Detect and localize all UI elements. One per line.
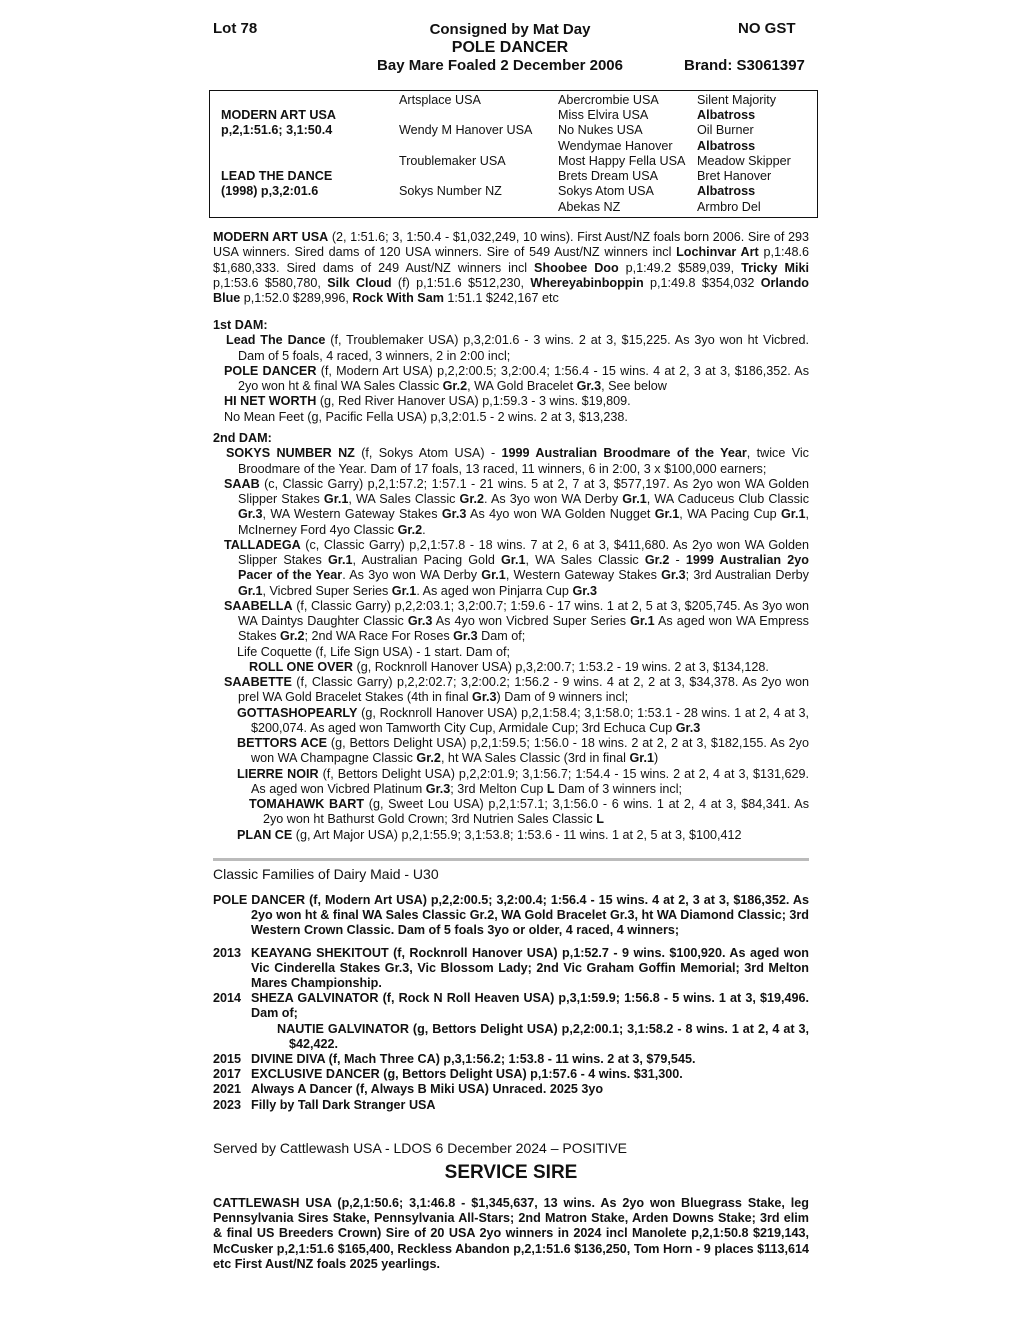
progeny-gottashopearly: GOTTASHOPEARLY (g, Rocknroll Hanover USA) p,2,1:58.4; 3,1:58.0; 1:53.1 - 28 wins. 1 at 2, 4 at 3, $200,074. As aged won Tamworth City Cup, Armidale Cup; 3rd Echuca Cup Gr.3 bbox=[237, 705, 809, 735]
pedigree-table bbox=[209, 90, 818, 218]
ped-g3: Silent Majority bbox=[697, 93, 777, 107]
first-dam-section bbox=[213, 318, 809, 425]
second-dam-entry: SOKYS NUMBER NZ (f, Sokys Atom USA) - 1999 Australian Broodmare of the Year, twice Vic Broodmare of the Year. Dam of 17 foals, 13 raced, 11 winners, 6 in 2:00, 3 x $100,000 earners; bbox=[226, 446, 809, 476]
progeny-saabella: SAABELLA (f, Classic Garry) p,2,2:03.1; 3,2:00.7; 1:59.6 - 17 wins. 1 at 2, 5 at 3, $205,745. As 3yo won WA Daintys Daughter Classic Gr.3 As 4yo won Vicbred Super Series Gr.1 As aged won WA Empress Stakes Gr.2; 2nd WA Race For Roses Gr.3 Dam of; bbox=[224, 598, 809, 644]
ped-g2: Miss Elvira USA bbox=[558, 108, 649, 122]
progeny-plan-ce: PLAN CE (g, Art Major USA) p,2,1:55.9; 3,1:53.8; 1:53.6 - 11 wins. 1 at 2, 5 at 3, $100,412 bbox=[237, 827, 742, 842]
progeny-no-mean-feet: No Mean Feet (g, Pacific Fella USA) p,3,2:01.5 - 2 wins. 2 at 3, $13,238. bbox=[224, 409, 628, 424]
pole-dancer-summary: POLE DANCER (f, Modern Art USA) p,2,2:00.5; 3,2:00.4; 1:56.4 - 15 wins. 4 at 2, 3 at 3, $186,352. As 2yo won ht & final WA Sales Classic Gr.2, WA Gold Bracelet Gr.3, ht WA Diamond Classic; 3rd Western Crown Classic. Dam of 5 foals 3yo or older, 4 raced, 4 winners; bbox=[213, 893, 809, 938]
ped-g1: Artsplace USA bbox=[399, 93, 481, 107]
progeny-tomahawk-bart: TOMAHAWK BART (g, Sweet Lou USA) p,2,1:57.1; 3,1:56.0 - 6 wins. 1 at 2, 4 at 3, $84,341. As 2yo won ht Bathurst Gold Crown; 3rd Nutrien Sales Classic L bbox=[249, 797, 809, 827]
ped-g3: Albatross bbox=[697, 184, 756, 198]
first-dam-heading: 1st DAM: bbox=[213, 318, 268, 332]
ped-g2: Wendymae Hanover bbox=[558, 139, 673, 153]
sire-name: MODERN ART USA bbox=[221, 108, 336, 122]
ped-g3: Oil Burner bbox=[697, 123, 754, 137]
ped-g3: Armbro Del bbox=[697, 200, 761, 214]
gst-status: NO GST bbox=[738, 20, 796, 37]
lot-number: Lot 78 bbox=[213, 20, 258, 37]
ped-g2: Abekas NZ bbox=[558, 200, 621, 214]
foal-entry: NAUTIE GALVINATOR (g, Bettors Delight USA) p,2,2:00.1; 3,1:58.2 - 8 wins. 1 at 2, 4 at 3, $42,422. bbox=[277, 1021, 809, 1051]
foal-entry: 2021 Always A Dancer (f, Always B Miki USA) Unraced. 2025 3yo bbox=[213, 1082, 604, 1097]
first-dam-entry: Lead The Dance (f, Troublemaker USA) p,3,2:01.6 - 3 wins. 2 at 3, $15,225. As 3yo won ht Vicbred. Dam of 5 foals, 4 raced, 3 winners, 2 in 2:00 incl; bbox=[226, 333, 809, 363]
foal-entry: 2013 KEAYANG SHEKITOUT (f, Rocknroll Hanover USA) p,1:52.7 - 9 wins. $100,920. As aged won Vic Cinderella Stakes Gr.3, Vic Blossom Lady; 2nd Vic Graham Goffin Memorial; 3rd Melton Mares Championship. bbox=[213, 945, 809, 991]
ped-g2: Abercrombie USA bbox=[558, 93, 659, 107]
ped-g3: Albatross bbox=[697, 108, 756, 122]
progeny-hi-net-worth: HI NET WORTH (g, Red River Hanover USA) p,1:59.3 - 3 wins. $19,809. bbox=[224, 394, 631, 409]
horse-name: POLE DANCER bbox=[451, 39, 569, 56]
progeny-pole-dancer: POLE DANCER (f, Modern Art USA) p,2,2:00.5; 3,2:00.4; 1:56.4 - 15 wins. 4 at 2, 3 at 3, $186,352. As 2yo won ht & final WA Sales Classic Gr.2, WA Gold Bracelet Gr.3, See below bbox=[224, 363, 809, 393]
ped-g3: Meadow Skipper bbox=[697, 154, 791, 168]
ped-g1: Sokys Number NZ bbox=[399, 184, 502, 198]
horse-description: Bay Mare Foaled 2 December 2006 bbox=[377, 57, 623, 74]
progeny-saabette: SAABETTE (f, Classic Garry) p,2,2:02.7; 3,2:00.2; 1:56.2 - 9 wins. 4 at 2, 2 at 3, $34,378. As 2yo won prel WA Gold Bracelet Stakes (4th in final Gr.3) Dam of 9 winners incl; bbox=[224, 675, 809, 705]
foal-entry: 2023 Filly by Tall Dark Stranger USA bbox=[213, 1097, 436, 1112]
classic-families-title: Classic Families of Dairy Maid - U30 bbox=[213, 858, 809, 882]
sire-paragraph: MODERN ART USA (2, 1:51.6; 3, 1:50.4 - $1,032,249, 10 wins). First Aust/NZ foals born 2006. Sire of 293 USA winners. Sired dams of 120 USA winners. Sire of 549 Aust/NZ winners incl Lochinvar Art p,1:48.6 $1,680,333. Sired dams of 249 Aust/NZ winners incl Shoobee Doo p,1:49.2 $589,039, Tricky Miki p,1:53.6 $580,780, Silk Cloud (f) p,1:51.6 $512,230, Whereyabinboppin p,1:49.8 $354,032 Orlando Blue p,1:52.0 $289,996, Rock With Sam 1:51.1 $242,167 etc bbox=[213, 230, 809, 305]
brand: Brand: S3061397 bbox=[684, 57, 805, 74]
dam-record: (1998) p,3,2:01.6 bbox=[221, 184, 319, 198]
service-sire-text: CATTLEWASH USA (p,2,1:50.6; 3,1:46.8 - $1,345,637, 13 wins. As 2yo won Bluegrass Stake, leg Pennsylvania Sires Stake, Pennsylvania All-Stars; 2nd Matron Stake, Arden Downs Stake; 3rd elim & final US Breeders Crown) Sire of 20 USA 2yo winners in 2024 incl Manolete p,2,1:50.8 $219,143, McCusker p,2,1:51.6 $165,400, Reckless Abandon p,2,1:51.6 $136,250, Tom Horn - 9 places $113,614 etc First Aust/NZ foals 2025 yearlings. bbox=[213, 1196, 809, 1271]
served-by: Served by Cattlewash USA - LDOS 6 December 2024 – POSITIVE bbox=[213, 1140, 627, 1156]
ped-g2: Sokys Atom USA bbox=[558, 184, 654, 198]
ped-g1: Troublemaker USA bbox=[399, 154, 506, 168]
ped-g1: Wendy M Hanover USA bbox=[399, 123, 533, 137]
dam-name: LEAD THE DANCE bbox=[221, 169, 333, 183]
consignor: Consigned by Mat Day bbox=[429, 21, 591, 38]
foal-entry: 2015 DIVINE DIVA (f, Mach Three CA) p,3,1:56.2; 1:53.8 - 11 wins. 2 at 3, $79,545. bbox=[213, 1052, 696, 1067]
progeny-talladega: TALLADEGA (c, Classic Garry) p,2,1:57.8 - 18 wins. 7 at 2, 6 at 3, $411,680. As 2yo won WA Golden Slipper Stakes Gr.1, Australian Pacing Gold Gr.1, WA Sales Classic Gr.2 - 1999 Australian 2yo Pacer of the Year. As 3yo won WA Derby Gr.1, Western Gateway Stakes Gr.3; 3rd Australian Derby Gr.1, Vicbred Super Series Gr.1. As aged won Pinjarra Cup Gr.3 bbox=[224, 537, 809, 598]
second-dam-heading: 2nd DAM: bbox=[213, 431, 272, 445]
progeny-bettors-ace: BETTORS ACE (g, Bettors Delight USA) p,2,1:59.5; 1:56.0 - 18 wins. 2 at 2, 2 at 3, $182,155. As 2yo won WA Champagne Classic Gr.2, ht WA Sales Classic (3rd in final Gr.1) bbox=[237, 736, 809, 766]
ped-g2: Brets Dream USA bbox=[558, 169, 659, 183]
service-sire-title: SERVICE SIRE bbox=[444, 1162, 578, 1183]
ped-g3: Bret Hanover bbox=[697, 169, 772, 183]
sire-record: p,2,1:51.6; 3,1:50.4 bbox=[221, 123, 333, 137]
ped-g2: No Nukes USA bbox=[558, 123, 643, 137]
ped-g3: Albatross bbox=[697, 139, 756, 153]
progeny-life-coquette: Life Coquette (f, Life Sign USA) - 1 start. Dam of; bbox=[237, 644, 510, 659]
foal-entry: 2017 EXCLUSIVE DANCER (g, Bettors Delight USA) p,1:57.6 - 4 wins. $31,300. bbox=[213, 1067, 683, 1082]
classic-families-list bbox=[213, 893, 809, 1113]
progeny-saab: SAAB (c, Classic Garry) p,2,1:57.2; 1:57.1 - 21 wins. 5 at 2, 7 at 3, $577,197. As 2yo won WA Golden Slipper Stakes Gr.1, WA Sales Classic Gr.2. As 3yo won WA Derby Gr.1, WA Caduceus Club Classic Gr.3, WA Western Gateway Stakes Gr.3 As 4yo won WA Golden Nugget Gr.1, WA Pacing Cup Gr.1, McInerney Ford 4yo Classic Gr.2. bbox=[224, 476, 809, 537]
second-dam-section bbox=[213, 431, 809, 843]
foal-entry: 2014 SHEZA GALVINATOR (f, Rock N Roll Heaven USA) p,3,1:59.9; 1:56.8 - 5 wins. 1 at 3, $19,496. Dam of; bbox=[213, 991, 809, 1021]
progeny-roll-one-over: ROLL ONE OVER (g, Rocknroll Hanover USA) p,3,2:00.7; 1:53.2 - 19 wins. 2 at 3, $134,128. bbox=[249, 659, 769, 674]
ped-g2: Most Happy Fella USA bbox=[558, 154, 686, 168]
progeny-lierre-noir: LIERRE NOIR (f, Bettors Delight USA) p,2,2:01.9; 3,1:56.7; 1:54.4 - 15 wins. 2 at 2, 4 at 3, $131,629. As aged won Vicbred Platinum Gr.3; 3rd Melton Cup L Dam of 3 winners incl; bbox=[237, 766, 809, 796]
